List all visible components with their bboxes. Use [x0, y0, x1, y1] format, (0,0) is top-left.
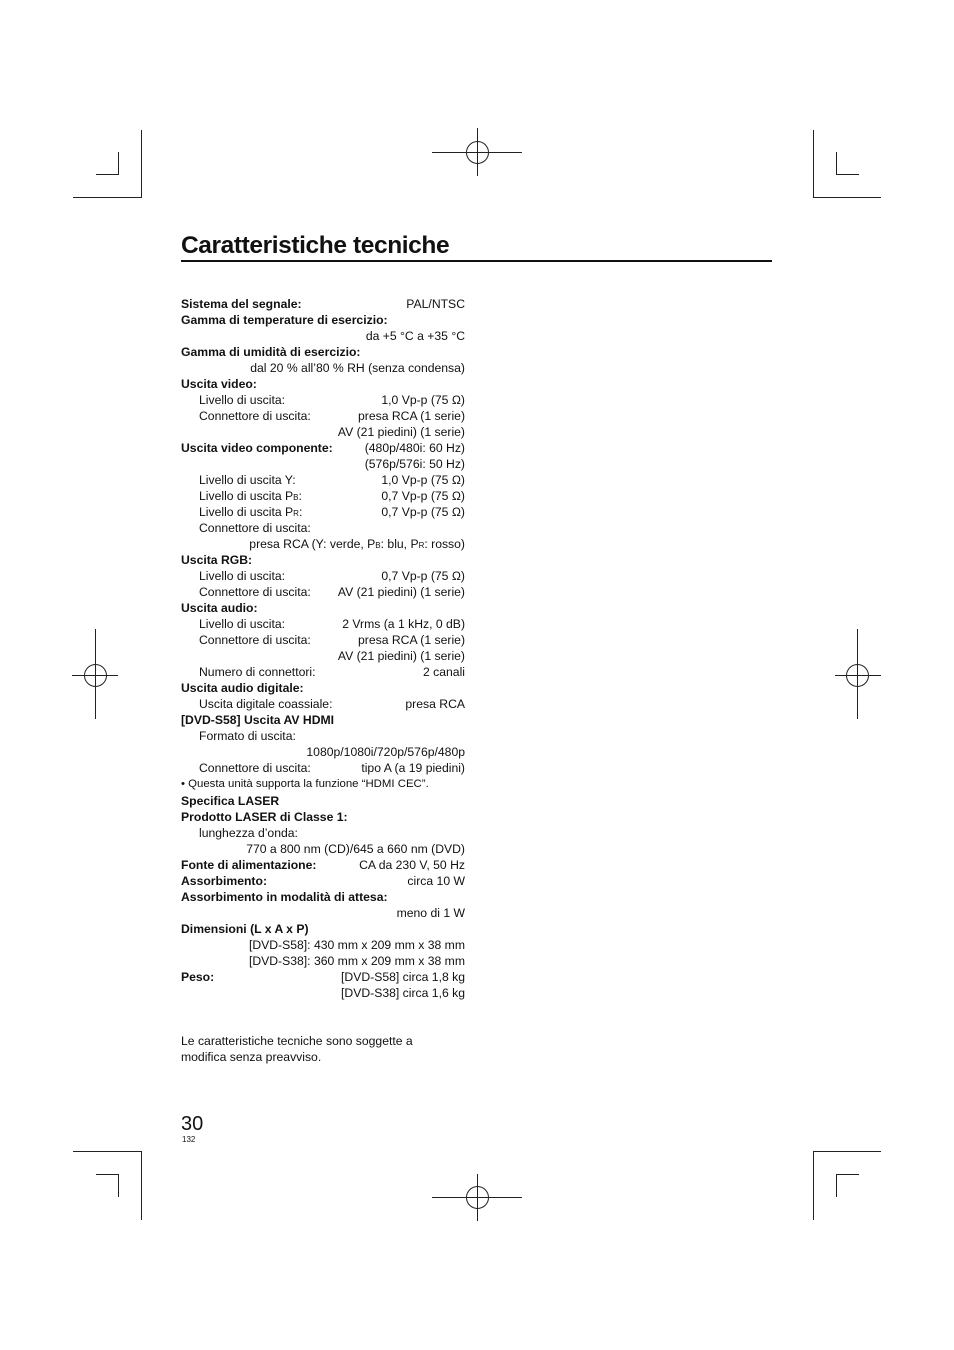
spec-row-temperature-value	[181, 328, 465, 344]
spec-label: lunghezza d’onda:	[199, 826, 298, 840]
spec-label: Livello di uscita PB:	[199, 489, 302, 503]
spec-label: Connettore di uscita:	[199, 585, 311, 599]
spec-row-component-connector-value	[181, 536, 465, 552]
spec-value: 2 canali	[422, 665, 465, 679]
spec-heading: Prodotto LASER di Classe 1:	[181, 810, 348, 824]
spec-heading: Uscita video componente:	[181, 441, 333, 455]
spec-value: AV (21 piedini) (1 serie)	[337, 425, 465, 439]
spec-row-audio-level	[181, 616, 465, 632]
spec-label: Peso:	[181, 970, 215, 984]
spec-label: Gamma di temperature di esercizio:	[181, 313, 388, 327]
spec-heading-component-output	[181, 440, 465, 456]
spec-label: Connettore di uscita:	[199, 761, 311, 775]
spec-heading-standby	[181, 889, 465, 905]
spec-value: da +5 °C a +35 °C	[365, 329, 465, 343]
spec-value: presa RCA	[405, 697, 465, 711]
spec-label: Livello di uscita:	[199, 569, 286, 583]
spec-value: presa RCA (1 serie)	[357, 409, 465, 423]
spec-row-digital-coaxial	[181, 696, 465, 712]
spec-row-audio-connectors-count	[181, 664, 465, 680]
spec-row-weight-s58	[181, 969, 465, 985]
value-part: : blu, P	[380, 537, 419, 551]
subscript: R	[293, 509, 299, 518]
spec-heading-hdmi	[181, 712, 465, 728]
spec-heading: Dimensioni (L x A x P)	[181, 922, 309, 936]
spec-value: 1080p/1080i/720p/576p/480p	[306, 745, 465, 759]
spec-label: Livello di uscita PR:	[199, 505, 303, 519]
subscript: B	[375, 541, 381, 550]
spec-label: Fonte di alimentazione:	[181, 858, 317, 872]
spec-row-rgb-connector	[181, 584, 465, 600]
footnote-line: modifica senza preavviso.	[181, 1050, 322, 1064]
spec-row-power-consumption	[181, 873, 465, 889]
spec-label: Uscita digitale coassiale:	[199, 697, 333, 711]
spec-row-audio-connector-2	[181, 648, 465, 664]
spec-value: (576p/576i: 50 Hz)	[364, 457, 465, 471]
spec-row-video-level	[181, 392, 465, 408]
spec-label: Livello di uscita:	[199, 393, 286, 407]
spec-value: 1,0 Vp-p (75 Ω)	[381, 393, 465, 407]
spec-label: Numero di connettori:	[199, 665, 316, 679]
spec-row-video-connector	[181, 408, 465, 424]
spec-heading-laser-class	[181, 809, 465, 825]
spec-row-hdmi-note	[181, 776, 465, 793]
spec-value: AV (21 piedini) (1 serie)	[337, 649, 465, 663]
value-part: : rosso)	[424, 537, 465, 551]
specifications-list	[181, 296, 465, 1001]
footnote-line: Le caratteristiche tecniche sono soggette a	[181, 1034, 413, 1048]
spec-row-video-connector-2	[181, 424, 465, 440]
spec-row-laser-wavelength-value	[181, 841, 465, 857]
spec-label: Connettore di uscita:	[199, 521, 311, 535]
spec-value: 1,0 Vp-p (75 Ω)	[381, 473, 465, 487]
spec-value: 0,7 Vp-p (75 Ω)	[381, 489, 465, 503]
spec-row-hdmi-format	[181, 728, 465, 744]
title-underline	[181, 260, 772, 262]
spec-label: Livello di uscita Y:	[199, 473, 296, 487]
spec-value: meno di 1 W	[396, 906, 465, 920]
footnote	[181, 1033, 413, 1065]
spec-row-dimensions-s38	[181, 953, 465, 969]
spec-heading: Uscita audio:	[181, 601, 258, 615]
spec-heading-humidity	[181, 344, 465, 360]
spec-label: Formato di uscita:	[199, 729, 296, 743]
spec-value: 2 Vrms (a 1 kHz, 0 dB)	[342, 617, 465, 631]
spec-value: dal 20 % all’80 % RH (senza condensa)	[250, 361, 465, 375]
subscript: R	[418, 541, 425, 550]
spec-heading-dimensions	[181, 921, 465, 937]
spec-value: PAL/NTSC	[406, 297, 465, 311]
spec-label-text: Livello di uscita P	[199, 489, 294, 503]
spec-row-component-freq-2	[181, 456, 465, 472]
spec-label: Connettore di uscita:	[199, 409, 311, 423]
spec-label: Assorbimento:	[181, 874, 267, 888]
spec-heading-rgb-output	[181, 552, 465, 568]
spec-row-hdmi-connector	[181, 760, 465, 776]
spec-label: Sistema del segnale:	[181, 297, 302, 311]
spec-value: [DVD-S38] circa 1,6 kg	[341, 986, 465, 1000]
value-part: presa RCA (Y: verde, P	[249, 537, 376, 551]
page-title: Caratteristiche tecniche	[181, 232, 450, 259]
spec-row-weight-s38	[181, 985, 465, 1001]
spec-value: [DVD-S58]: 430 mm x 209 mm x 38 mm	[248, 938, 465, 952]
spec-row-rgb-level	[181, 568, 465, 584]
spec-label: Gamma di umidità di esercizio:	[181, 345, 361, 359]
spec-heading: Uscita video:	[181, 377, 257, 391]
spec-label-text: Livello di uscita P	[199, 505, 294, 519]
spec-value: [DVD-S38]: 360 mm x 209 mm x 38 mm	[248, 954, 465, 968]
spec-row-standby-value	[181, 905, 465, 921]
spec-row-component-pr	[181, 504, 465, 520]
spec-label: Livello di uscita:	[199, 617, 286, 631]
spec-heading-temperature	[181, 312, 465, 328]
spec-value: [DVD-S58] circa 1,8 kg	[341, 970, 465, 984]
spec-value: CA da 230 V, 50 Hz	[359, 858, 465, 872]
spec-value: circa 10 W	[407, 874, 465, 888]
spec-label: Connettore di uscita:	[199, 633, 311, 647]
spec-value: 0,7 Vp-p (75 Ω)	[381, 569, 465, 583]
spec-row-audio-connector	[181, 632, 465, 648]
spec-value: presa RCA (1 serie)	[357, 633, 465, 647]
spec-heading-audio-output	[181, 600, 465, 616]
spec-row-component-connector	[181, 520, 465, 536]
spec-heading-digital-audio	[181, 680, 465, 696]
spec-value: (480p/480i: 60 Hz)	[364, 441, 465, 455]
spec-row-dimensions-s58	[181, 937, 465, 953]
spec-value: AV (21 piedini) (1 serie)	[337, 585, 465, 599]
spec-value: tipo A (a 19 piedini)	[361, 761, 465, 775]
spec-heading: Uscita audio digitale:	[181, 681, 304, 695]
spec-row-humidity-value	[181, 360, 465, 376]
spec-value: 770 a 800 nm (CD)/645 a 660 nm (DVD)	[246, 842, 465, 856]
spec-heading: Uscita RGB:	[181, 553, 253, 567]
subscript: B	[293, 493, 299, 502]
spec-row-component-pb	[181, 488, 465, 504]
spec-heading-laser	[181, 793, 465, 809]
spec-heading: [DVD-S58] Uscita AV HDMI	[181, 713, 335, 727]
spec-row-power-supply	[181, 857, 465, 873]
page-number: 30	[181, 1113, 204, 1135]
spec-value: 0,7 Vp-p (75 Ω)	[381, 505, 465, 519]
spec-heading: Specifica LASER	[181, 794, 280, 808]
spec-row-laser-wavelength	[181, 825, 465, 841]
spec-row-component-y	[181, 472, 465, 488]
spec-label: Assorbimento in modalità di attesa:	[181, 890, 388, 904]
spec-row-hdmi-format-value	[181, 744, 465, 760]
spec-note: • Questa unità supporta la funzione “HDMI CEC”.	[181, 778, 429, 790]
page-code: 132	[182, 1135, 196, 1144]
spec-row-signal-system	[181, 296, 465, 312]
spec-heading-video-output	[181, 376, 465, 392]
